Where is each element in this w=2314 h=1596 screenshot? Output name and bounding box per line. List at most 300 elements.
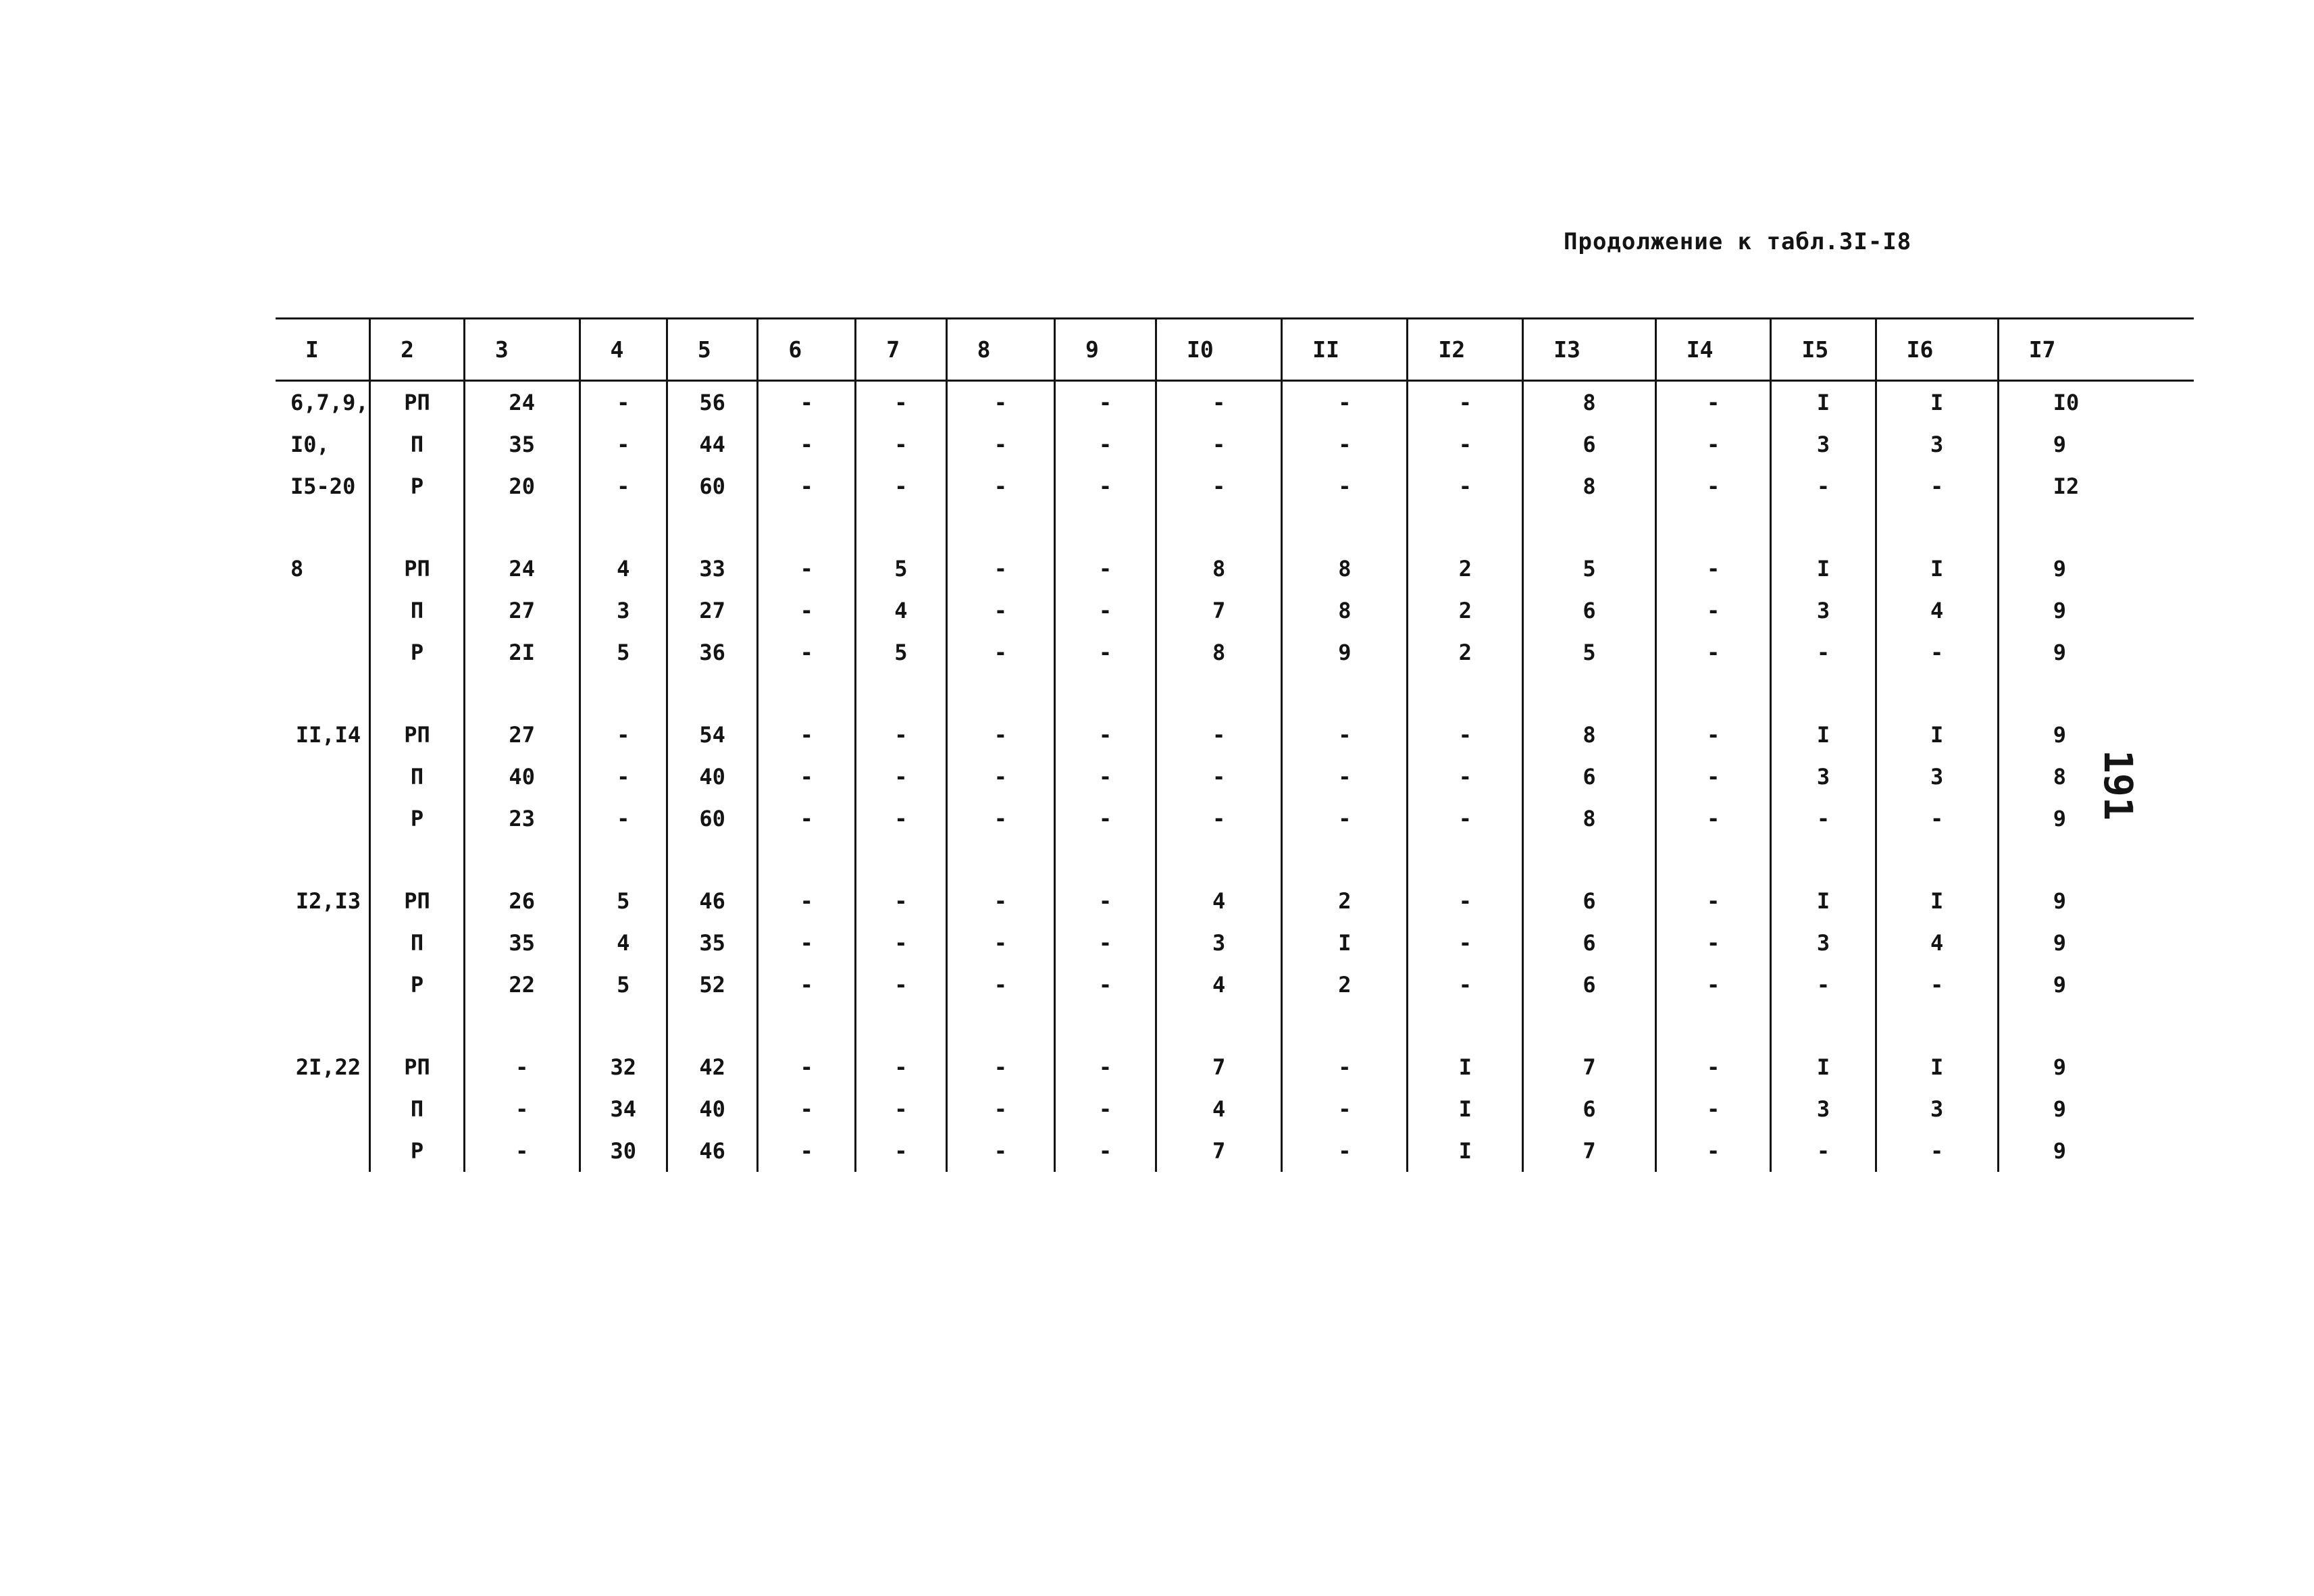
table-cell: - (464, 1046, 580, 1088)
group-spacer (276, 507, 2194, 548)
group-label-cell (276, 632, 370, 673)
table-cell: 4 (580, 922, 667, 964)
table-cell: 46 (667, 880, 757, 922)
table-cell: I (1876, 880, 1998, 922)
table-cell: 2 (1408, 590, 1523, 632)
table-cell: 40 (667, 1088, 757, 1130)
table-cell: 9 (1998, 714, 2194, 756)
table-cell: - (946, 798, 1054, 840)
table-cell: 35 (464, 423, 580, 465)
table-cell: 22 (464, 964, 580, 1006)
table-cell: - (1655, 423, 1771, 465)
spacer-cell (667, 507, 757, 548)
table-row (276, 423, 2194, 465)
spacer-cell (1408, 1006, 1523, 1046)
spacer-cell (1876, 673, 1998, 714)
table-cell: - (1655, 548, 1771, 590)
table-cell: - (1655, 465, 1771, 507)
table-cell: 6 (1523, 964, 1656, 1006)
spacer-cell (370, 673, 465, 714)
table-cell: - (1156, 423, 1282, 465)
table-cell: - (1055, 632, 1156, 673)
table-cell: 26 (464, 880, 580, 922)
table-cell: - (1655, 756, 1771, 798)
spacer-cell (1771, 1006, 1876, 1046)
table-cell: - (1771, 964, 1876, 1006)
spacer-cell (276, 1006, 370, 1046)
table-cell: - (1771, 632, 1876, 673)
table-cell: - (1282, 423, 1408, 465)
table-cell: - (946, 964, 1054, 1006)
table-cell: 24 (464, 381, 580, 424)
table-cell: 54 (667, 714, 757, 756)
table-cell: - (758, 590, 856, 632)
spacer-cell (946, 507, 1054, 548)
table-cell: 9 (1282, 632, 1408, 673)
spacer-cell (1156, 507, 1282, 548)
table-cell: - (856, 922, 946, 964)
group-label-cell (276, 1088, 370, 1130)
table-cell: - (1055, 922, 1156, 964)
table-cell: 3 (1876, 423, 1998, 465)
group-label-cell (276, 756, 370, 798)
table-cell: - (1055, 1088, 1156, 1130)
table-cell: - (758, 922, 856, 964)
table-cell: 7 (1156, 590, 1282, 632)
table-cell: - (946, 1088, 1054, 1130)
table-cell: - (946, 922, 1054, 964)
table-cell: - (1655, 922, 1771, 964)
table-cell: - (580, 756, 667, 798)
spacer-cell (1655, 840, 1771, 880)
table-row (276, 1088, 2194, 1130)
group-spacer (276, 673, 2194, 714)
table-cell: - (758, 1088, 856, 1130)
table-cell: 8 (1523, 714, 1656, 756)
table-cell: - (758, 465, 856, 507)
column-header: I (276, 319, 370, 381)
table-cell: 60 (667, 798, 757, 840)
table-cell: - (946, 756, 1054, 798)
table-cell: - (580, 714, 667, 756)
table-cell: - (1876, 964, 1998, 1006)
column-header: II (1282, 319, 1408, 381)
table-cell: - (1282, 1088, 1408, 1130)
spacer-cell (1408, 673, 1523, 714)
table-cell: - (758, 798, 856, 840)
spacer-cell (946, 840, 1054, 880)
table-row (276, 632, 2194, 673)
table-cell: РП (370, 381, 465, 424)
spacer-cell (758, 1006, 856, 1046)
column-header: I6 (1876, 319, 1998, 381)
table-cell: - (1282, 798, 1408, 840)
table-cell: 2 (1282, 964, 1408, 1006)
spacer-cell (276, 673, 370, 714)
table-cell: - (1055, 423, 1156, 465)
column-header: I2 (1408, 319, 1523, 381)
table-cell: I (1771, 548, 1876, 590)
table-row (276, 922, 2194, 964)
spacer-cell (370, 840, 465, 880)
column-header: 2 (370, 319, 465, 381)
table-row (276, 714, 2194, 756)
table-cell: - (758, 1046, 856, 1088)
page-number: 191 (2095, 750, 2141, 821)
spacer-cell (580, 1006, 667, 1046)
table-cell: 36 (667, 632, 757, 673)
table-cell: 9 (1998, 1130, 2194, 1172)
table-cell: Р (370, 465, 465, 507)
spacer-cell (580, 673, 667, 714)
table-cell: - (1055, 756, 1156, 798)
table-cell: 27 (464, 590, 580, 632)
table-cell: - (1655, 964, 1771, 1006)
table-cell: - (1282, 1130, 1408, 1172)
table-cell: 4 (1156, 880, 1282, 922)
table-cell: 40 (667, 756, 757, 798)
table-cell: - (1055, 798, 1156, 840)
table-cell: 9 (1998, 423, 2194, 465)
spacer-cell (758, 840, 856, 880)
table-cell: - (1055, 964, 1156, 1006)
table-cell: 9 (1998, 632, 2194, 673)
spacer-cell (1055, 1006, 1156, 1046)
table-cell: 2 (1408, 548, 1523, 590)
table-cell: - (856, 1046, 946, 1088)
table-cell: 52 (667, 964, 757, 1006)
table-cell: - (1655, 1088, 1771, 1130)
table-cell: I2 (1998, 465, 2194, 507)
table-cell: 5 (856, 632, 946, 673)
table-cell: - (1282, 465, 1408, 507)
spacer-cell (946, 673, 1054, 714)
table-cell: 3 (580, 590, 667, 632)
table-cell: - (464, 1088, 580, 1130)
spacer-cell (667, 840, 757, 880)
column-header: I7 (1998, 319, 2194, 381)
table-body (276, 381, 2194, 1173)
table-cell: - (1055, 1046, 1156, 1088)
spacer-cell (1998, 673, 2194, 714)
group-label-cell (276, 1130, 370, 1172)
data-table-container (276, 317, 2194, 1172)
table-cell: - (946, 590, 1054, 632)
table-cell: - (1655, 714, 1771, 756)
spacer-cell (370, 507, 465, 548)
table-cell: 8 (1282, 590, 1408, 632)
table-cell: 56 (667, 381, 757, 424)
table-cell: 8 (1998, 756, 2194, 798)
table-row (276, 756, 2194, 798)
table-cell: 3 (1771, 590, 1876, 632)
table-cell: 4 (1876, 590, 1998, 632)
table-cell: I (1771, 714, 1876, 756)
group-label-cell: 8 (290, 556, 304, 582)
table-cell: - (464, 1130, 580, 1172)
table-cell: - (1408, 423, 1523, 465)
table-cell: П (370, 1088, 465, 1130)
table-cell: - (1655, 798, 1771, 840)
column-header: 3 (464, 319, 580, 381)
table-row (276, 1130, 2194, 1172)
spacer-cell (758, 507, 856, 548)
table-cell: 32 (580, 1046, 667, 1088)
table-cell: - (856, 1130, 946, 1172)
spacer-cell (946, 1006, 1054, 1046)
table-cell: 7 (1523, 1046, 1656, 1088)
table-cell: 9 (1998, 880, 2194, 922)
table-cell: 9 (1998, 798, 2194, 840)
table-cell: 8 (1523, 465, 1656, 507)
table-cell: 23 (464, 798, 580, 840)
spacer-cell (856, 673, 946, 714)
table-cell: - (580, 798, 667, 840)
table-cell: I (1876, 714, 1998, 756)
table-cell: - (1282, 1046, 1408, 1088)
table-cell: - (758, 423, 856, 465)
table-cell: - (856, 798, 946, 840)
column-header: I3 (1523, 319, 1656, 381)
spacer-cell (667, 1006, 757, 1046)
spacer-cell (1156, 1006, 1282, 1046)
table-cell: РП (370, 548, 465, 590)
table-header (276, 319, 2194, 381)
table-cell: - (1771, 465, 1876, 507)
table-cell: - (758, 632, 856, 673)
spacer-cell (1771, 840, 1876, 880)
table-cell: - (758, 1130, 856, 1172)
table-row (276, 1046, 2194, 1088)
table-cell: I (1771, 381, 1876, 424)
group-label-cell: I0, (290, 432, 330, 457)
table-cell: - (1408, 465, 1523, 507)
table-cell: 5 (856, 548, 946, 590)
spacer-cell (1771, 507, 1876, 548)
table-cell: 7 (1156, 1130, 1282, 1172)
table-cell: 27 (667, 590, 757, 632)
table-cell: 3 (1771, 423, 1876, 465)
spacer-cell (370, 1006, 465, 1046)
spacer-cell (1523, 1006, 1656, 1046)
table-cell: 9 (1998, 922, 2194, 964)
table-cell: 3 (1771, 1088, 1876, 1130)
spacer-cell (464, 673, 580, 714)
table-row (276, 381, 2194, 424)
table-cell: - (1408, 964, 1523, 1006)
group-spacer (276, 1006, 2194, 1046)
column-header: 8 (946, 319, 1054, 381)
table-cell: Р (370, 798, 465, 840)
table-cell: 4 (1156, 964, 1282, 1006)
table-cell: 5 (1523, 548, 1656, 590)
table-cell: 4 (580, 548, 667, 590)
table-cell: I (1408, 1046, 1523, 1088)
table-cell: 2 (1408, 632, 1523, 673)
table-cell: - (856, 714, 946, 756)
table-row (276, 548, 2194, 590)
table-cell: - (946, 1130, 1054, 1172)
spacer-cell (1408, 507, 1523, 548)
table-cell: - (1282, 381, 1408, 424)
spacer-cell (580, 507, 667, 548)
table-cell: - (580, 381, 667, 424)
table-cell: 9 (1998, 1088, 2194, 1130)
table-cell: - (1655, 880, 1771, 922)
column-header: 4 (580, 319, 667, 381)
spacer-cell (1156, 673, 1282, 714)
table-cell: 9 (1998, 548, 2194, 590)
spacer-cell (1655, 673, 1771, 714)
table-cell: 44 (667, 423, 757, 465)
table-cell: 9 (1998, 590, 2194, 632)
table-cell: 5 (580, 880, 667, 922)
table-cell: - (946, 880, 1054, 922)
group-spacer (276, 840, 2194, 880)
table-cell: - (856, 880, 946, 922)
table-cell: - (1156, 714, 1282, 756)
table-cell: - (1055, 548, 1156, 590)
table-cell: 3 (1156, 922, 1282, 964)
table-cell: - (1876, 1130, 1998, 1172)
table-cell: - (1156, 465, 1282, 507)
spacer-cell (1998, 840, 2194, 880)
table-cell: 6 (1523, 423, 1656, 465)
column-header: I0 (1156, 319, 1282, 381)
table-cell: - (758, 548, 856, 590)
spacer-cell (1408, 840, 1523, 880)
spacer-cell (1876, 840, 1998, 880)
table-cell: 8 (1282, 548, 1408, 590)
table-cell: 6 (1523, 590, 1656, 632)
group-label-cell (276, 922, 370, 964)
spacer-cell (667, 673, 757, 714)
table-cell: 3 (1876, 1088, 1998, 1130)
spacer-cell (856, 1006, 946, 1046)
table-cell: 3 (1771, 922, 1876, 964)
table-cell: 6 (1523, 756, 1656, 798)
table-cell: 20 (464, 465, 580, 507)
spacer-cell (1655, 507, 1771, 548)
group-label-cell (276, 798, 370, 840)
spacer-cell (276, 507, 370, 548)
table-cell: П (370, 590, 465, 632)
column-header: 7 (856, 319, 946, 381)
table-cell: - (856, 756, 946, 798)
table-cell: - (580, 465, 667, 507)
table-row (276, 798, 2194, 840)
spacer-cell (1998, 507, 2194, 548)
table-cell: 2I (464, 632, 580, 673)
table-cell: - (1655, 590, 1771, 632)
column-header: I5 (1771, 319, 1876, 381)
table-cell: - (1408, 798, 1523, 840)
table-cell: - (946, 714, 1054, 756)
table-cell: - (1655, 381, 1771, 424)
spacer-cell (580, 840, 667, 880)
spacer-cell (1282, 1006, 1408, 1046)
table-cell: - (946, 381, 1054, 424)
table-cell: 2 (1282, 880, 1408, 922)
table-cell: - (856, 465, 946, 507)
column-header: 5 (667, 319, 757, 381)
table-cell: 3 (1771, 756, 1876, 798)
spacer-cell (1282, 507, 1408, 548)
table-cell: - (1876, 798, 1998, 840)
spacer-cell (464, 1006, 580, 1046)
table-cell: 4 (1876, 922, 1998, 964)
table-cell: - (758, 756, 856, 798)
table-cell: - (1771, 1130, 1876, 1172)
table-cell: - (1282, 714, 1408, 756)
table-caption: Продолжение к табл.3I-I8 (1564, 228, 1912, 255)
spacer-cell (1523, 840, 1656, 880)
table-cell: П (370, 423, 465, 465)
table-cell: Р (370, 964, 465, 1006)
table-cell: - (946, 423, 1054, 465)
table-cell: - (1282, 756, 1408, 798)
table-cell: 8 (1523, 381, 1656, 424)
table-cell: - (1055, 880, 1156, 922)
table-cell: 46 (667, 1130, 757, 1172)
table-cell: - (1655, 1130, 1771, 1172)
group-label-cell (276, 590, 370, 632)
table-cell: 42 (667, 1046, 757, 1088)
table-cell: - (1408, 714, 1523, 756)
group-label-cell (276, 964, 370, 1006)
table-cell: 7 (1523, 1130, 1656, 1172)
spacer-cell (758, 673, 856, 714)
group-label-cell: 6,7,9, (290, 390, 369, 415)
table-cell: - (758, 964, 856, 1006)
table-cell: 3 (1876, 756, 1998, 798)
table-cell: Р (370, 632, 465, 673)
spacer-cell (856, 507, 946, 548)
table-cell: - (1156, 798, 1282, 840)
table-cell: - (946, 465, 1054, 507)
table-cell: 5 (580, 632, 667, 673)
table-cell: - (856, 423, 946, 465)
spacer-cell (1655, 1006, 1771, 1046)
table-cell: - (1156, 381, 1282, 424)
table-cell: 35 (667, 922, 757, 964)
table-cell: - (946, 548, 1054, 590)
table-cell: - (856, 1088, 946, 1130)
column-header: I4 (1655, 319, 1771, 381)
table-cell: - (1055, 1130, 1156, 1172)
table-cell: 8 (1156, 632, 1282, 673)
spacer-cell (276, 840, 370, 880)
table-cell: - (580, 423, 667, 465)
table-cell: - (758, 880, 856, 922)
table-cell: 5 (1523, 632, 1656, 673)
table-cell: I (1282, 922, 1408, 964)
spacer-cell (1055, 507, 1156, 548)
table-cell: РП (370, 880, 465, 922)
table-row (276, 590, 2194, 632)
group-label-cell: 2I,22 (295, 1054, 361, 1080)
spacer-cell (464, 507, 580, 548)
table-cell: 9 (1998, 1046, 2194, 1088)
group-label-cell: I2,I3 (295, 888, 361, 914)
table-cell: I (1408, 1088, 1523, 1130)
table-cell: I (1771, 1046, 1876, 1088)
table-cell: 6 (1523, 1088, 1656, 1130)
table-cell: I0 (1998, 381, 2194, 424)
table-cell: - (1156, 756, 1282, 798)
table-cell: 9 (1998, 964, 2194, 1006)
spacer-cell (1998, 1006, 2194, 1046)
